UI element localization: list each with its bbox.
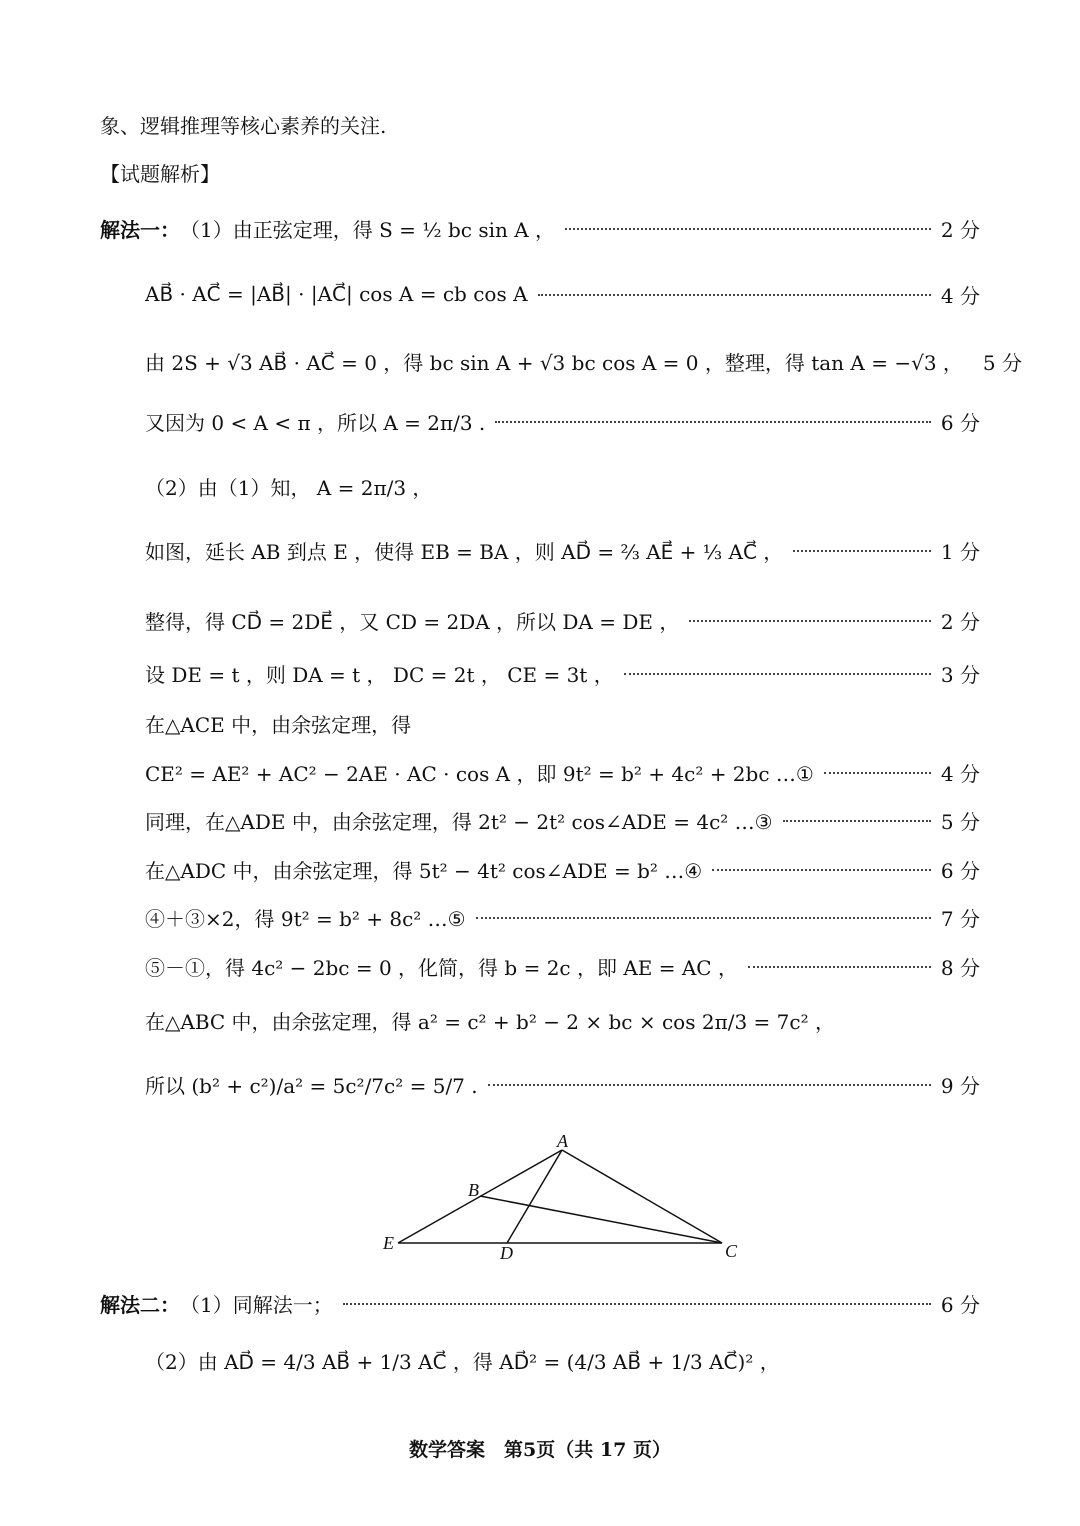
edge-AD <box>507 1150 562 1243</box>
solution-line <box>145 530 980 570</box>
page-footer: 数学答案 第5页（共 17 页） <box>409 1439 671 1461</box>
score-mark: 6 分 <box>940 858 980 883</box>
line-text: （1）由正弦定理，得 S = ½ bc sin A ， <box>180 217 556 242</box>
score-mark: 6 分 <box>940 1292 980 1317</box>
line-text: （1）同解法一； <box>180 1292 333 1317</box>
solution-line <box>145 653 980 693</box>
solution-line <box>145 946 980 986</box>
label-C: C <box>725 1241 738 1261</box>
dot-leader <box>824 771 931 774</box>
text-line-intro <box>100 104 980 144</box>
solution-line <box>145 341 1023 381</box>
score-mark: 8 分 <box>940 955 980 980</box>
line-text: 所以 (b² + c²)/a² = 5c²/7c² = 5/7 . <box>145 1073 478 1098</box>
score-mark: 2 分 <box>940 609 980 634</box>
solution-line <box>145 401 980 441</box>
line-text: 同理，在△ADE 中，由余弦定理，得 2t² − 2t² cos∠ADE = 4c² …③ <box>145 809 773 834</box>
line-text: 整得，得 CD⃗ = 2DE⃗ ，又 CD = 2DA ，所以 DA = DE ， <box>145 609 680 634</box>
score-mark: 5 分 <box>982 350 1023 375</box>
dot-leader <box>748 965 931 968</box>
dot-leader <box>343 1302 931 1305</box>
label-D: D <box>500 1243 513 1263</box>
triangle-figure <box>370 1125 750 1265</box>
solution-line <box>145 752 980 792</box>
dot-leader <box>538 293 931 296</box>
solution-line <box>145 466 980 506</box>
score-mark: 5 分 <box>940 809 980 834</box>
line-text: ④＋③×2，得 9t² = b² + 8c² …⑤ <box>145 906 466 931</box>
line-text: 如图，延长 AB 到点 E ，使得 EB = BA ，则 AD⃗ = ⅔ AE⃗ + ⅓ AC⃗ ， <box>145 539 784 564</box>
solution-line <box>145 1340 980 1380</box>
dot-leader <box>624 672 931 675</box>
section-heading <box>100 152 980 192</box>
score-mark: 7 分 <box>940 906 980 931</box>
line-text: ⑤－①，得 4c² − 2bc = 0 ，化简，得 b = 2c ，即 AE = AC ， <box>145 955 738 980</box>
score-mark: 9 分 <box>940 1073 980 1098</box>
line-text: 设 DE = t ，则 DA = t ， DC = 2t ， CE = 3t ， <box>145 662 614 687</box>
solution-line <box>145 800 980 840</box>
solution-line <box>145 703 980 743</box>
dot-leader <box>712 868 931 871</box>
line-text: 象、逻辑推理等核心素养的关注. <box>100 113 387 138</box>
edge-AC <box>562 1150 722 1243</box>
solution-line <box>145 849 980 889</box>
score-mark: 4 分 <box>940 283 980 308</box>
line-text: AB⃗ · AC⃗ = |AB⃗| · |AC⃗| cos A = cb cos A <box>145 282 528 306</box>
solution-line <box>145 600 980 640</box>
solution-label: 解法一： <box>100 217 180 242</box>
dot-leader <box>689 619 931 622</box>
line-text: 由 2S + √3 AB⃗ · AC⃗ = 0 ，得 bc sin A + √3 bc cos A = 0 ，整理，得 tan A = −√3 ， <box>145 350 963 375</box>
solution-line <box>145 1000 980 1040</box>
line-text: 在△ABC 中，由余弦定理，得 a² = c² + b² − 2 × bc × cos 2π/3 = 7c² ， <box>145 1009 835 1034</box>
line-text: （2）由（1）知， A = 2π/3 ， <box>145 475 433 500</box>
score-mark: 2 分 <box>940 217 980 242</box>
dot-leader <box>495 420 931 423</box>
score-mark: 4 分 <box>940 761 980 786</box>
solution-label: 解法二： <box>100 1292 180 1317</box>
label-E: E <box>383 1233 394 1253</box>
solution-line <box>100 1283 980 1323</box>
solution-line <box>100 208 980 248</box>
solution-line <box>145 1064 980 1104</box>
score-mark: 6 分 <box>940 410 980 435</box>
solution-line <box>145 274 980 314</box>
dot-leader <box>565 227 931 230</box>
label-B: B <box>468 1180 479 1200</box>
solution-line <box>145 897 980 937</box>
line-text: （2）由 AD⃗ = 4/3 AB⃗ + 1/3 AC⃗ ，得 AD⃗² = (4/3 AB⃗ + 1/3 AC⃗)² ， <box>145 1349 780 1374</box>
line-text: CE² = AE² + AC² − 2AE · AC · cos A ，即 9t² = b² + 4c² + 2bc …① <box>145 761 814 786</box>
dot-leader <box>793 549 931 552</box>
dot-leader <box>783 819 931 822</box>
line-text: 【试题解析】 <box>100 161 220 186</box>
dot-leader <box>476 916 931 919</box>
label-A: A <box>557 1131 568 1151</box>
dot-leader <box>488 1083 931 1086</box>
edge-BC <box>480 1196 722 1243</box>
line-text: 在△ADC 中，由余弦定理，得 5t² − 4t² cos∠ADE = b² …④ <box>145 858 703 883</box>
line-text: 在△ACE 中，由余弦定理，得 <box>145 712 412 737</box>
score-mark: 1 分 <box>940 539 980 564</box>
score-mark: 3 分 <box>940 662 980 687</box>
line-text: 又因为 0 < A < π ，所以 A = 2π/3 . <box>145 410 486 435</box>
